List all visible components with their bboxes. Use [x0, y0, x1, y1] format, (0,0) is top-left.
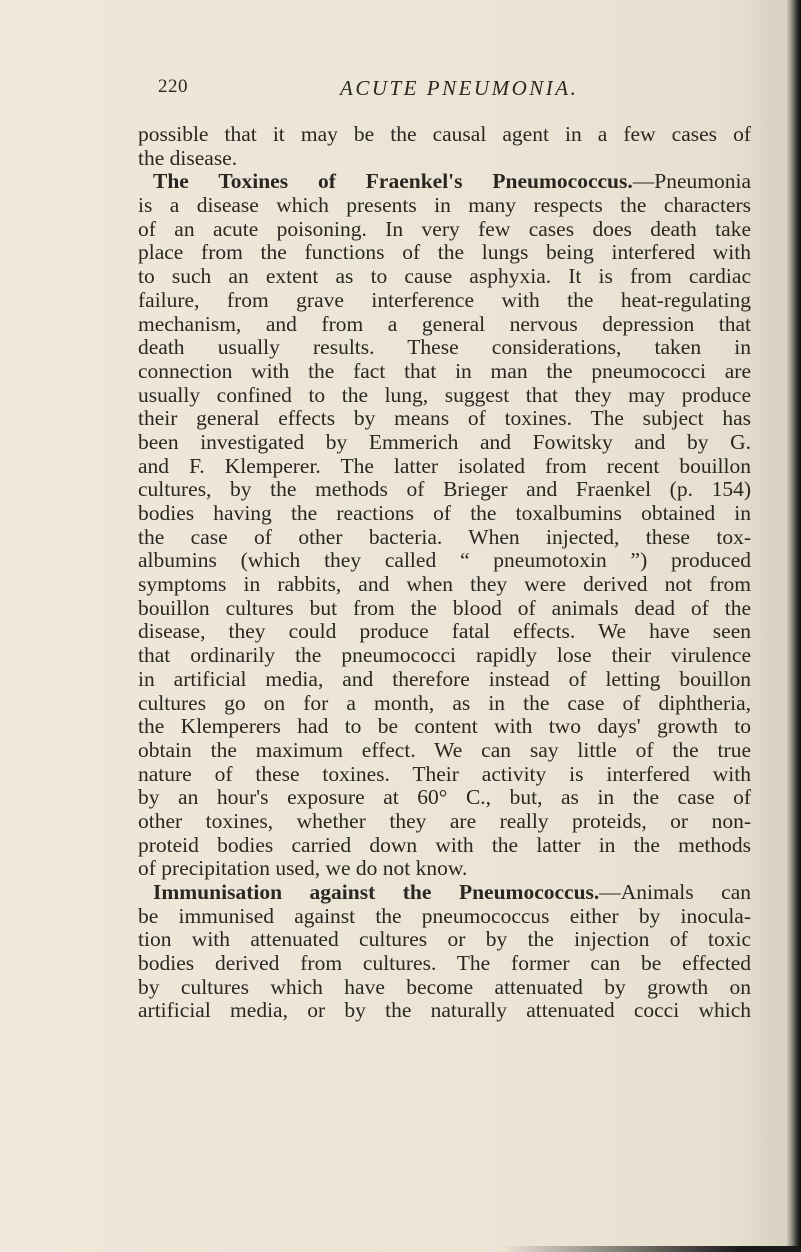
- text-line: possible that it may be the causal agent in a few cases of: [138, 122, 751, 146]
- section-toxines: [138, 170, 751, 881]
- body-text: [138, 123, 751, 1023]
- text-line: connection with the fact that in man the pneumococci are: [138, 358, 751, 383]
- text-line: artificial media, or by the naturally attenuated cocci which: [138, 998, 751, 1023]
- text-line: proteid bodies carried down with the latter in the methods: [138, 832, 751, 857]
- text-line: mechanism, and from a general nervous depression that: [138, 311, 751, 336]
- section-heading-line: [138, 881, 751, 905]
- text-line: of an acute poisoning. In very few cases does death take: [138, 216, 751, 241]
- text-line: usually confined to the lung, suggest that they may produce: [138, 382, 751, 407]
- text-line: bouillon cultures but from the blood of animals dead of the: [138, 595, 751, 620]
- text-line: the case of other bacteria. When injected, these tox-: [138, 524, 751, 549]
- running-title: ACUTE PNEUMONIA.: [340, 76, 579, 100]
- page-number: 220: [158, 76, 188, 97]
- text-line: symptoms in rabbits, and when they were derived not from: [138, 572, 751, 597]
- heading-line-rest: —Pneumonia: [632, 169, 751, 194]
- text-line: be immunised against the pneumococcus either by inocula-: [138, 903, 751, 928]
- text-line: been investigated by Emmerich and Fowitsky and by G.: [138, 429, 751, 454]
- text-line: is a disease which presents in many respects the characters: [138, 193, 751, 218]
- text-line: the Klemperers had to be content with two days' growth to: [138, 714, 751, 739]
- section-immunisation: [138, 881, 751, 1023]
- text-line: the disease.: [138, 145, 238, 170]
- text-line: cultures, by the methods of Brieger and Fraenkel (p. 154): [138, 477, 751, 502]
- text-line: nature of these toxines. Their activity is interfered with: [138, 761, 751, 786]
- heading-line-rest: —Animals can: [599, 880, 751, 904]
- text-line: in artificial media, and therefore instead of letting bouillon: [138, 666, 751, 691]
- text-line: of precipitation used, we do not know.: [138, 856, 468, 881]
- text-line: by an hour's exposure at 60° C., but, as in the case of: [138, 785, 751, 810]
- text-line: bodies derived from cultures. The former can be effected: [138, 951, 751, 976]
- text-line: their general effects by means of toxines. The subject has: [138, 406, 751, 431]
- text-line: by cultures which have become attenuated by growth on: [138, 974, 751, 999]
- text-line: that ordinarily the pneumococci rapidly lose their virulence: [138, 643, 751, 668]
- text-line: failure, from grave interference with the heat-regulating: [138, 287, 751, 312]
- paragraph-continuation: [138, 123, 751, 170]
- text-line: bodies having the reactions of the toxalbumins obtained in: [138, 501, 751, 525]
- section-heading-toxines: The Toxines of Fraenkel's Pneumococcus.: [153, 169, 633, 194]
- section-heading-line: [138, 170, 751, 194]
- text-line: obtain the maximum effect. We can say little of the true: [138, 737, 751, 762]
- text-line: to such an extent as to cause asphyxia. It is from cardiac: [138, 264, 751, 289]
- text-line: and F. Klemperer. The latter isolated from recent bouillon: [138, 453, 751, 478]
- text-line: tion with attenuated cultures or by the injection of toxic: [138, 927, 751, 952]
- page-header: [0, 76, 801, 106]
- text-line: cultures go on for a month, as in the case of diphtheria,: [138, 690, 751, 715]
- text-line: albumins (which they called “ pneumotoxin ”) produced: [138, 548, 751, 573]
- section-heading-immunisation: Immunisation against the Pneumococcus.: [153, 880, 600, 904]
- text-line: place from the functions of the lungs being interfered with: [138, 240, 751, 265]
- bottom-edge-shadow: [501, 1246, 801, 1252]
- text-line: death usually results. These considerations, taken in: [138, 335, 751, 360]
- text-line: other toxines, whether they are really proteids, or non-: [138, 808, 751, 833]
- page-edge-shadow: [787, 0, 801, 1252]
- text-line: disease, they could produce fatal effects. We have seen: [138, 619, 751, 644]
